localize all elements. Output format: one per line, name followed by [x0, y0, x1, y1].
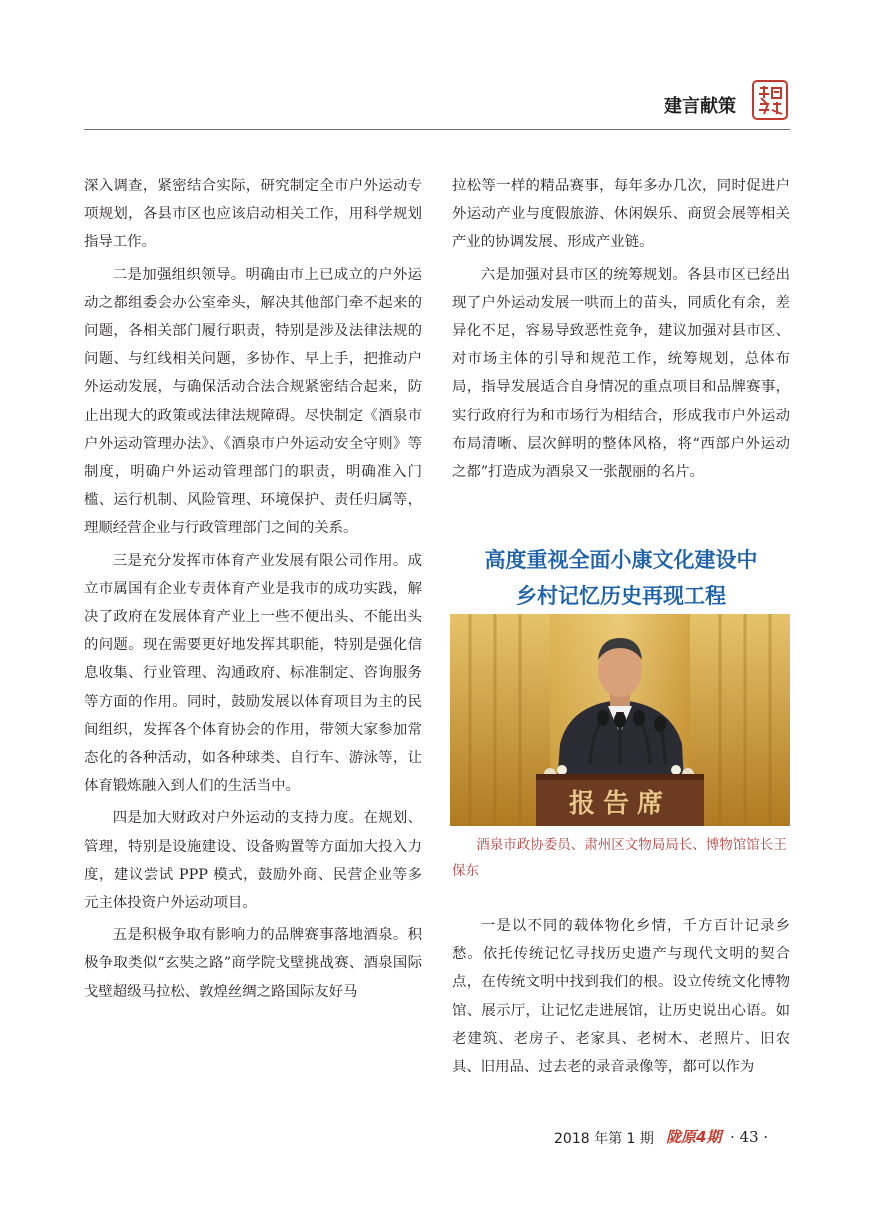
paragraph: 深入调查，紧密结合实际，研究制定全市户外运动专项规划，各县市区也应该启动相关工作，用科学规划指导工作。 [84, 178, 422, 251]
issue-label: 2018 年第 1 期 [554, 1131, 654, 1147]
magazine-name: 陇原4期 [666, 1128, 722, 1146]
paragraph: 六是加强对县市区的统筹规划。各县市区已经出现了户外运动发展一哄而上的苗头，同质化有余，差异化不足，容易导致恶性竞争，建议加强对县市区、对市场主体的引导和规范工作，统筹规划，总体布局，指导发展适合自身情况的重点项目和品牌赛事，实行政府行为和市场行为相结合，形成我市户外运动布局清晰、层次鲜明的整体风格，将“西部户外运动之都”打造成为酒泉又一张靓丽的名片。 [452, 266, 790, 481]
photo-caption: 酒泉市政协委员、肃州区文物局局长、博物馆馆长王保东 [452, 837, 787, 879]
podium-text: 报告席 [568, 789, 672, 819]
paragraph: 四是加大财政对户外运动的支持力度。在规划、管理，特别是设施建设、设备购置等方面加大投入力度，建议尝试 PPP 模式，鼓励外商、民营企业等多元主体投资户外运动项目。 [84, 810, 422, 912]
paragraph: 一是以不同的载体物化乡情，千方百计记录乡愁。依托传统记忆寻找历史遗产与现代文明的契合点，在传统文明中找到我们的根。设立传统文化博物馆、展示厅，让记忆走进展馆，让历史说出心语。如老建筑、老房子、老家具、老树木、老照片、旧农具、旧用品、过去老的录音录像等，都可以作为 [452, 918, 790, 1076]
right-column-bottom [452, 912, 790, 1081]
section-title-line-1: 高度重视全面小康文化建设中 [484, 547, 758, 572]
speaker-photo [450, 614, 790, 826]
seal-stamp-icon [752, 80, 788, 120]
paragraph: 拉松等一样的精品赛事，每年多办几次，同时促进户外运动产业与度假旅游、休闲娱乐、商贸会展等相关产业的协调发展、形成产业链。 [452, 178, 790, 251]
header-brand: 建言献策 [664, 96, 736, 117]
left-column [84, 172, 422, 1006]
page-footer [540, 1128, 800, 1150]
paragraph: 二是加强组织领导。明确由市上已成立的户外运动之都组委会办公室牵头，解决其他部门牵不起来的问题，各相关部门履行职责，特别是涉及法律法规的问题、与红线相关问题，多协作、早上手，把推动户外运动发展，与确保活动合法合规紧密结合起来，防止出现大的政策或法律法规障碍。尽快制定《酒泉市户外运动管理办法》、《酒泉市户外运动安全守则》等制度，明确户外运动管理部门的职责，明确准入门槛、运行机制、风险管理、环境保护、责任归属等，理顺经营企业与行政管理部门之间的关系。 [84, 266, 422, 537]
paragraph: 三是充分发挥市体育产业发展有限公司作用。成立市属国有企业专责体育产业是我市的成功实践，解决了政府在发展体育产业上一些不便出头、不能出头的问题。现在需要更好地发挥其职能，特别是强化信息收集、行业管理、沟通政府、标准制定、咨询服务等方面的作用。同时，鼓励发展以体育项目为主的民间组织，发挥各个体育协会的作用，带领大家参加常态化的各种活动，如各种球类、自行车、游泳等，让体育锻炼融入到人们的生活当中。 [84, 552, 422, 795]
page-number: · 43 · [730, 1128, 769, 1146]
header-rule [84, 129, 790, 130]
section-title-line-2: 乡村记忆历史再现工程 [516, 583, 726, 608]
paragraph: 五是积极争取有影响力的品牌赛事落地酒泉。积极争取类似“玄奘之路”商学院戈壁挑战赛、酒泉国际戈壁超级马拉松、敦煌丝绸之路国际友好马 [84, 927, 422, 1000]
right-column-top [452, 172, 790, 486]
section-title [452, 542, 790, 614]
speaker-photo-illustration [450, 614, 790, 826]
